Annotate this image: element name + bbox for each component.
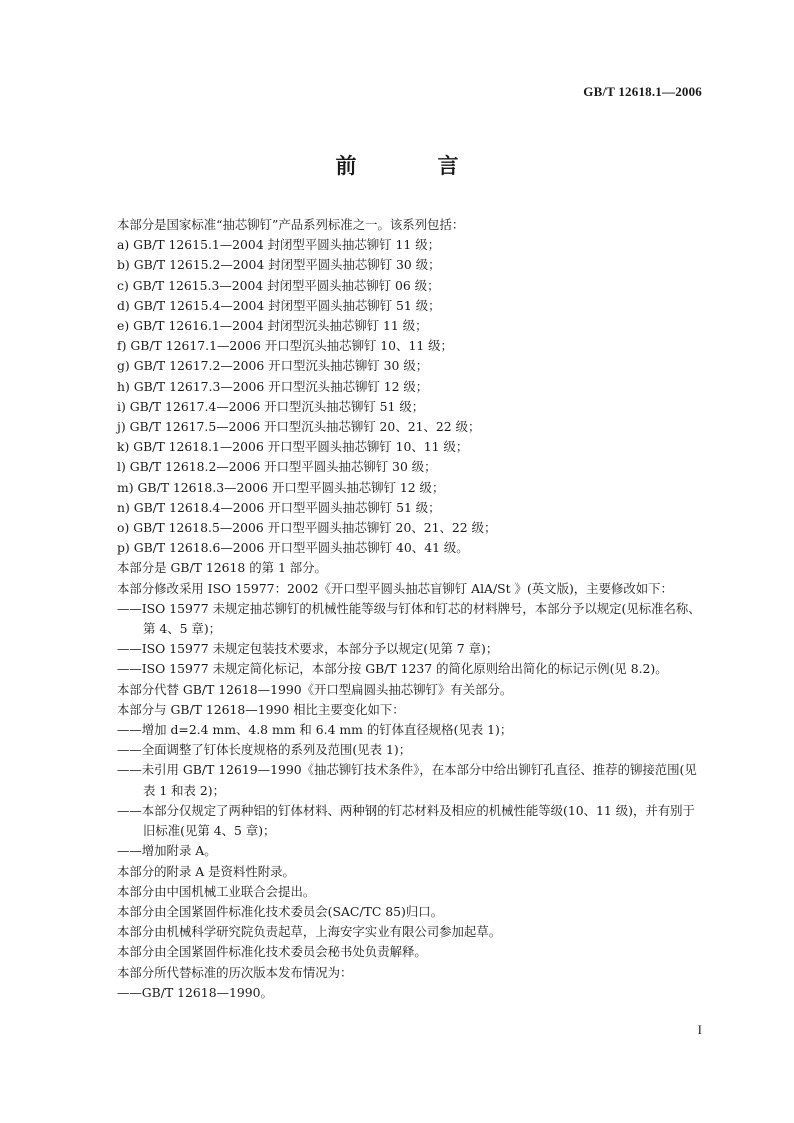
paragraph: 本部分由机械科学研究院负责起草，上海安字实业有限公司参加起草。 bbox=[117, 924, 502, 940]
paragraph: 本部分由全国紧固件标准化技术委员会(SAC/TC 85)归口。 bbox=[117, 903, 444, 919]
list-item: l) GB/T 12618.2—2006 开口型平圆头抽芯铆钉 30 级； bbox=[117, 459, 437, 475]
list-item: ——ISO 15977 未规定包装技术要求，本部分予以规定(见第 7 章)； bbox=[117, 641, 499, 657]
list-item: g) GB/T 12617.2—2006 开口型沉头抽芯铆钉 30 级； bbox=[117, 358, 429, 374]
document-header-code: GB/T 12618.1—2006 bbox=[583, 84, 702, 99]
list-item: p) GB/T 12618.6—2006 开口型平圆头抽芯铆钉 40、41 级。 bbox=[117, 540, 469, 556]
document-body bbox=[117, 215, 707, 1003]
history-item: ——GB/T 12618—1990。 bbox=[117, 984, 273, 1000]
page-title: 前 言 bbox=[335, 153, 489, 178]
list-item: o) GB/T 12618.5—2006 开口型平圆头抽芯铆钉 20、21、22 级； bbox=[117, 520, 497, 536]
part-of-paragraph: 本部分是 GB/T 12618 的第 1 部分。 bbox=[117, 560, 327, 576]
replaces-paragraph: 本部分代替 GB/T 12618—1990《开口型扁圆头抽芯铆钉》有关部分。 bbox=[117, 681, 513, 697]
list-item: ——增加附录 A。 bbox=[117, 843, 217, 859]
list-item: ——本部分仅规定了两种铝的钉体材料、两种钢的钉芯材料及相应的机械性能等级(10、11 级)，并有别于旧标准(见第 4、5 章)； bbox=[117, 802, 695, 839]
list-item: h) GB/T 12617.3—2006 开口型沉头抽芯铆钉 12 级； bbox=[117, 378, 429, 394]
changes-intro-paragraph: 本部分与 GB/T 12618—1990 相比主要变化如下： bbox=[117, 701, 405, 717]
paragraph: 本部分所代替标准的历次版本发布情况为： bbox=[117, 964, 353, 980]
list-item: ——ISO 15977 未规定抽芯铆钉的机械性能等级与钉体和钉芯的材料牌号，本部分予以规定(见标准名称、第 4、5 章)； bbox=[117, 600, 701, 637]
list-item: ——全面调整了钉体长度规格的系列及范围(见表 1)； bbox=[117, 742, 412, 758]
list-item: j) GB/T 12617.5—2006 开口型沉头抽芯铆钉 20、21、22 级； bbox=[117, 419, 481, 435]
list-item: k) GB/T 12618.1—2006 开口型平圆头抽芯铆钉 10、11 级； bbox=[117, 439, 469, 455]
list-item: ——未引用 GB/T 12619—1990《抽芯铆钉技术条件》，在本部分中给出铆钉孔直径、推荐的铆接范围(见表 1 和表 2)； bbox=[117, 762, 697, 798]
modifications-list bbox=[117, 599, 707, 680]
series-list bbox=[117, 235, 707, 558]
list-item: c) GB/T 12615.3—2004 封闭型平圆头抽芯铆钉 06 级； bbox=[117, 277, 440, 293]
list-item: a) GB/T 12615.1—2004 封闭型平圆头抽芯铆钉 11 级； bbox=[117, 237, 440, 253]
list-item: n) GB/T 12618.4—2006 开口型平圆头抽芯铆钉 51 级； bbox=[117, 499, 441, 515]
paragraph: 本部分由中国机械工业联合会提出。 bbox=[117, 883, 316, 899]
list-item: f) GB/T 12617.1—2006 开口型沉头抽芯铆钉 10、11 级； bbox=[117, 338, 453, 354]
changes-list bbox=[117, 720, 707, 861]
list-item: ——ISO 15977 未规定简化标记，本部分按 GB/T 1237 的简化原则给出简化的标记示例(见 8.2)。 bbox=[117, 661, 668, 677]
paragraph: 本部分由全国紧固件标准化技术委员会秘书处负责解释。 bbox=[117, 944, 427, 960]
list-item: e) GB/T 12616.1—2004 封闭型沉头抽芯铆钉 11 级； bbox=[117, 318, 428, 334]
list-item: b) GB/T 12615.2—2004 封闭型平圆头抽芯铆钉 30 级； bbox=[117, 257, 441, 273]
list-item: i) GB/T 12617.4—2006 开口型沉头抽芯铆钉 51 级； bbox=[117, 398, 425, 414]
closing-paragraphs bbox=[117, 862, 707, 983]
list-item: d) GB/T 12615.4—2004 封闭型平圆头抽芯铆钉 51 级； bbox=[117, 297, 441, 313]
list-item: m) GB/T 12618.3—2006 开口型平圆头抽芯铆钉 12 级； bbox=[117, 479, 445, 495]
list-item: ——增加 d=2.4 mm、4.8 mm 和 6.4 mm 的钉体直径规格(见表 1)； bbox=[117, 722, 513, 738]
page-number: I bbox=[697, 1022, 702, 1037]
intro-paragraph: 本部分是国家标准“抽芯铆钉”产品系列标准之一。该系列包括： bbox=[117, 217, 465, 232]
paragraph: 本部分的附录 A 是资料性附录。 bbox=[117, 863, 295, 879]
modify-intro-paragraph: 本部分修改采用 ISO 15977：2002《开口型平圆头抽芯盲铆钉 AlA/St 》(英文版)，主要修改如下： bbox=[117, 580, 673, 596]
